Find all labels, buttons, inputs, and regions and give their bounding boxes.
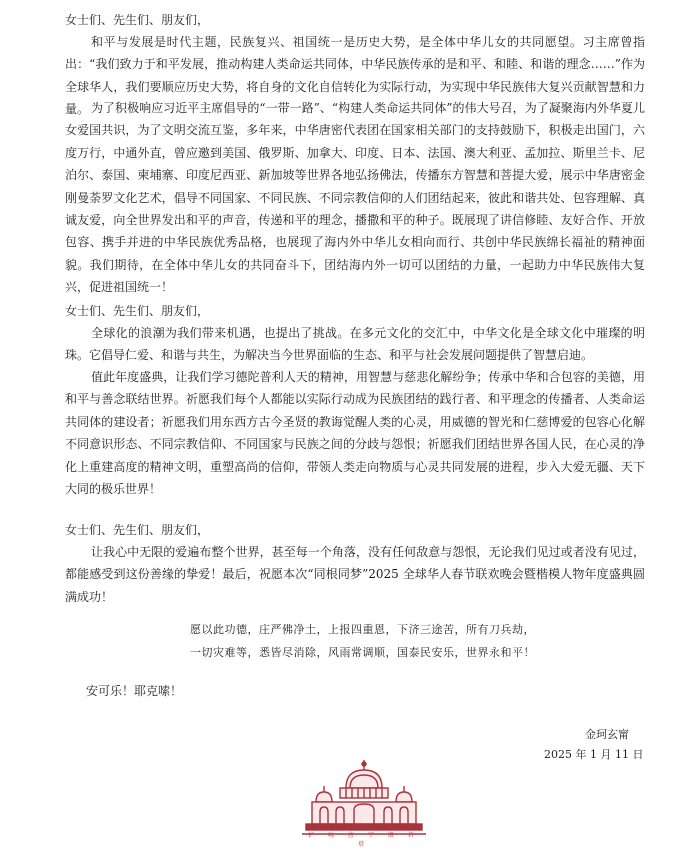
paragraph-globalization: 全球化的浪潮为我们带来机遇，也提出了挑战。在多元文化的交汇中，中华文化是全球文化中璀璨的明珠。它倡导仁爱、和谐与共生，为解决当今世界面临的生态、和平与社会发展问题提供了智慧启迪。 xyxy=(65,326,645,363)
closing-line: 安可乐！耶克嗦！ xyxy=(86,684,183,698)
paragraph-annual-ceremony-wishes: 值此年度盛典，让我们学习德陀普利人天的精神，用智慧与慈悲化解纷争；传承中华和合包容的美德，用和平与善念联结世界。祈愿我们每个人都能以实际行动成为民族团结的践行者、和平理念的传播者、人类命运共同体的建设者；祈愿我们用东西方古今圣贤的教诲觉醒人类的心灵，用威德的智光和仁慈博爱的包容心化解不同意识形态、不同宗教信仰、不同国家与民族之间的分歧与怨恨；祈愿我们团结世界各国人民，在心灵的净化上重建高度的精神文明，重塑高尚的信仰，带领人类走向物质与心灵共同发展的进程，步入大爱无疆、天下大同的极乐世界！ xyxy=(65,370,645,497)
salutation-1: 女士们、先生们、朋友们， xyxy=(65,13,210,27)
salutation-3: 女士们、先生们、朋友们， xyxy=(65,523,210,537)
paragraph-peace-development: 和平与发展是时代主题，民族复兴、祖国统一是历史大势，是全体中华儿女的共同愿望。习主席曾指出：“我们致力于和平发展，推动构建人类命运共同体，中华民族传承的是和平、和睦、和谐的理念……”作为全球华人，我们要顺应历史大势，将自身的文化自信转化为实际行动，为实现中华民族伟大复兴贡献智慧和力量。 xyxy=(65,35,645,117)
paragraph-final-blessing: 让我心中无限的爱遍布整个世界，甚至每一个角落，没有任何敌意与怨恨，无论我们见过或者没有见过，都能感受到这份善缘的挚爱！最后，祝愿本次“同根同梦”2025 全球华人春节联欢晚会暨楷模人物年度盛典圆满成功！ xyxy=(65,545,645,604)
verse-line-2: 一切灾难等，悉皆尽消除，风雨常调顺，国泰民安乐，世界永和平！ xyxy=(190,646,535,659)
salutation-2: 女士们、先生们、朋友们， xyxy=(65,304,210,318)
signature-name: 金珂玄甯 xyxy=(585,728,629,741)
paragraph-delegation-activities: 为了积极响应习近平主席倡导的“一带一路”、“构建人类命运共同体”的伟大号召，为了凝聚海内外华夏儿女爱国共识，为了文明交流互鉴，多年来，中华唐密代表团在国家相关部门的支持鼓励下，积极走出国门，六度万行，中通外直，曾应邀到美国、俄罗斯、加拿大、印度、日本、法国、澳大利亚、孟加拉、斯里兰卡、尼泊尔、泰国、柬埔寨、印度尼西亚、新加坡等世界各地弘扬佛法，传播东方智慧和菩提大爱，展示中华唐密金刚曼荼罗文化艺术，倡导不同国家、不同民族、不同宗教信仰的人们团结起来，彼此和谐共处、包容理解、真诚友爱，向全世界发出和平的声音，传递和平的理念，播撒和平的种子。既展现了讲信修睦、友好合作、开放包容、携手并进的中华民族优秀品格，也展现了海内外中华儿女相向而行、共创中华民族绵长福祉的精神面貌。我们期待，在全体中华儿女的共同奋斗下，团结海内外一切可以团结的力量，一起助力中华民族伟大复兴，促进祖国统一！ xyxy=(65,101,645,295)
verse-line-1: 愿以此功德，庄严佛净土，上报四重恩，下济三途苦，所有刀兵劫， xyxy=(190,623,535,636)
signature-date: 2025 年 1 月 11 日 xyxy=(544,748,644,761)
seal-caption: 护 咏 唐 宁 般 若 塔 xyxy=(308,832,420,848)
